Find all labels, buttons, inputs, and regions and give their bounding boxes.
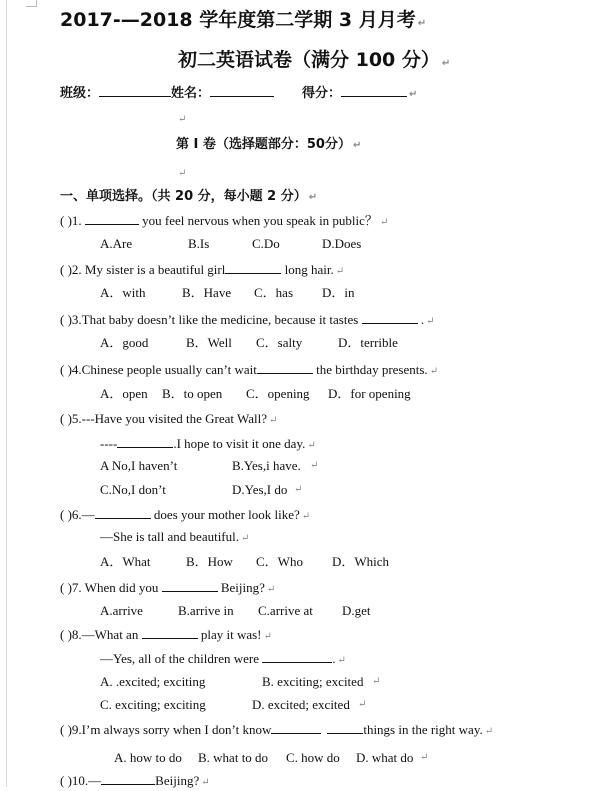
answer-blank[interactable]: [142, 626, 198, 639]
answer-blank[interactable]: [257, 361, 313, 374]
option-d: D. what do: [356, 750, 414, 765]
question-4: ( )4.Chinese people usually can’t wait the birthday presents. ↵: [60, 362, 439, 377]
option-b: B.Is: [188, 236, 210, 251]
option-b: B.Yes,i have.: [232, 458, 301, 473]
option-a: A. .excited; exciting: [100, 674, 206, 689]
name-field-label: 姓名：: [171, 86, 211, 101]
question-3: ( )3.That baby doesn’t like the medicine, because it tastes . ↵: [60, 312, 435, 327]
answer-blank[interactable]: [95, 506, 151, 519]
option-a: A. how to do: [114, 750, 182, 765]
option-c: C．has: [254, 285, 294, 300]
question-1: ( )1. you feel nervous when you speak in public？ ↵: [60, 213, 389, 228]
answer-blank[interactable]: [85, 212, 139, 225]
option-a: A．good: [100, 335, 149, 350]
score-field-blank[interactable]: [341, 84, 407, 97]
question-2: ( )2. My sister is a beautiful girl long hair. ↵: [60, 262, 345, 277]
option-d: D.Yes,I do: [232, 482, 288, 497]
option-a: A.arrive: [100, 603, 143, 618]
exam-title: 2017-—2018 学年度第二学期 3 月月考 ↵: [60, 9, 427, 31]
answer-blank[interactable]: [271, 721, 321, 734]
answer-blank-2[interactable]: [327, 721, 363, 734]
option-b: B. what to do: [198, 750, 269, 765]
option-a: A No,I haven’t: [100, 458, 178, 473]
option-b: B．to open: [162, 386, 223, 401]
option-c: C.arrive at: [258, 603, 313, 618]
option-d: D. excited; excited: [252, 697, 350, 712]
option-b: B. exciting; excited: [262, 674, 364, 689]
option-d: D．for opening: [328, 386, 411, 401]
option-c: C. exciting; exciting: [100, 697, 206, 712]
option-c: C.Do: [252, 236, 280, 251]
option-a: A．open: [100, 386, 148, 401]
option-c: C．Who: [256, 554, 303, 569]
question-8-dialogue: —Yes, all of the children were . ↵: [100, 651, 346, 666]
answer-blank[interactable]: [262, 650, 332, 663]
option-d: D．in: [322, 285, 355, 300]
answer-blank[interactable]: [101, 772, 155, 785]
section-title: 第 I 卷（选择题部分：50分） ↵: [176, 137, 362, 152]
margin-corner-mark: [26, 0, 37, 7]
option-b: B．Well: [186, 335, 232, 350]
option-a: A.Are: [100, 236, 133, 251]
option-b: B.arrive in: [178, 603, 234, 618]
section-heading: 一、单项选择。（共 20 分，每小题 2 分） ↵: [60, 189, 318, 204]
question-10: ( )10.— Beijing? ↵: [60, 773, 210, 788]
page-margin-line: [6, 0, 7, 787]
option-d: D.Does: [322, 236, 362, 251]
option-d: D．Which: [332, 554, 390, 569]
question-5: ( )5.---Have you visited the Great Wall? ↵: [60, 411, 278, 426]
question-6-dialogue: —She is tall and beautiful. ↵: [100, 529, 250, 544]
option-d: D.get: [342, 603, 371, 618]
exam-subtitle: 初二英语试卷（满分 100 分） ↵: [178, 49, 451, 71]
option-a: A．with: [100, 285, 146, 300]
score-field-label: 得分：: [302, 86, 342, 101]
answer-blank[interactable]: [162, 579, 218, 592]
option-b: B．Have: [182, 285, 232, 300]
question-6: ( )6.— does your mother look like? ↵: [60, 507, 311, 522]
answer-blank[interactable]: [362, 311, 418, 324]
question-5-dialogue: ---- .I hope to visit it one day. ↵: [100, 436, 316, 451]
option-c: C. how do: [286, 750, 340, 765]
question-7: ( )7. When did you Beijing? ↵: [60, 580, 276, 595]
student-info-line: 班级： 姓名： 得分： ↵: [60, 86, 418, 101]
option-b: B．How: [186, 554, 233, 569]
option-c: C．opening: [246, 386, 310, 401]
empty-paragraph: ↵: [178, 114, 187, 125]
option-d: D．terrible: [338, 335, 398, 350]
answer-blank[interactable]: [225, 261, 281, 274]
question-8: ( )8.—What an play it was! ↵: [60, 627, 272, 642]
option-a: A．What: [100, 554, 151, 569]
empty-paragraph: ↵: [178, 168, 187, 179]
question-9: ( )9.I’m always sorry when I don’t know things in the right way. ↵: [60, 722, 494, 737]
option-c: C．salty: [256, 335, 303, 350]
document-page: 2017-—2018 学年度第二学期 3 月月考 ↵ 初二英语试卷（满分 100 分） ↵ 班级： 姓名： 得分： ↵ ↵ 第 I 卷（选择题部分：50分） ↵ ↵ 一、单项选择。（共 20 分，每小题 2 分） ↵ ( )1. you feel nervous when you speak in public？ ↵ A.Are B.Is C.Do D.Does ( )2. My sister is a beautiful girl long hair. ↵ A．with B．Have C．has D．in ( )3.That baby doesn’t like the medicine, because it tastes . ↵ A．good B．Well C．salty D．terrible ( )4.Chinese people usually can’t wait the birthday presents. ↵ A．open B．to open C．opening D．for opening ( )5.---Have you visited the Great Wall? ↵ ---- .I hope to visit it one day. ↵ A No,I haven’t B.Yes,i have. ↵ C.No,I don’t D.Yes,I do ↵ ( )6.— does your mother look like? ↵ —She is tall and beautiful. ↵ A．What B．How C．Who D．Which ( )7. When did you Beijing? ↵ A.arrive B.arrive in C.arrive at D.get ( )8.—What an play it was! ↵ —Yes, all of the children were . ↵ A. .excited; exciting B. exciting; excited ↵ C. exciting; exciting D. excited; excited ↵ ( )9.I’m always sorry when I don’t know things in the right way. ↵ A. how to do B. what to do C. how do D. what do ↵ ( )10.— Beijing? ↵: [0, 0, 612, 787]
answer-blank[interactable]: [117, 435, 173, 448]
option-c: C.No,I don’t: [100, 482, 166, 497]
class-field-blank[interactable]: [99, 84, 171, 97]
class-field-label: 班级：: [60, 86, 100, 101]
name-field-blank[interactable]: [210, 84, 274, 97]
